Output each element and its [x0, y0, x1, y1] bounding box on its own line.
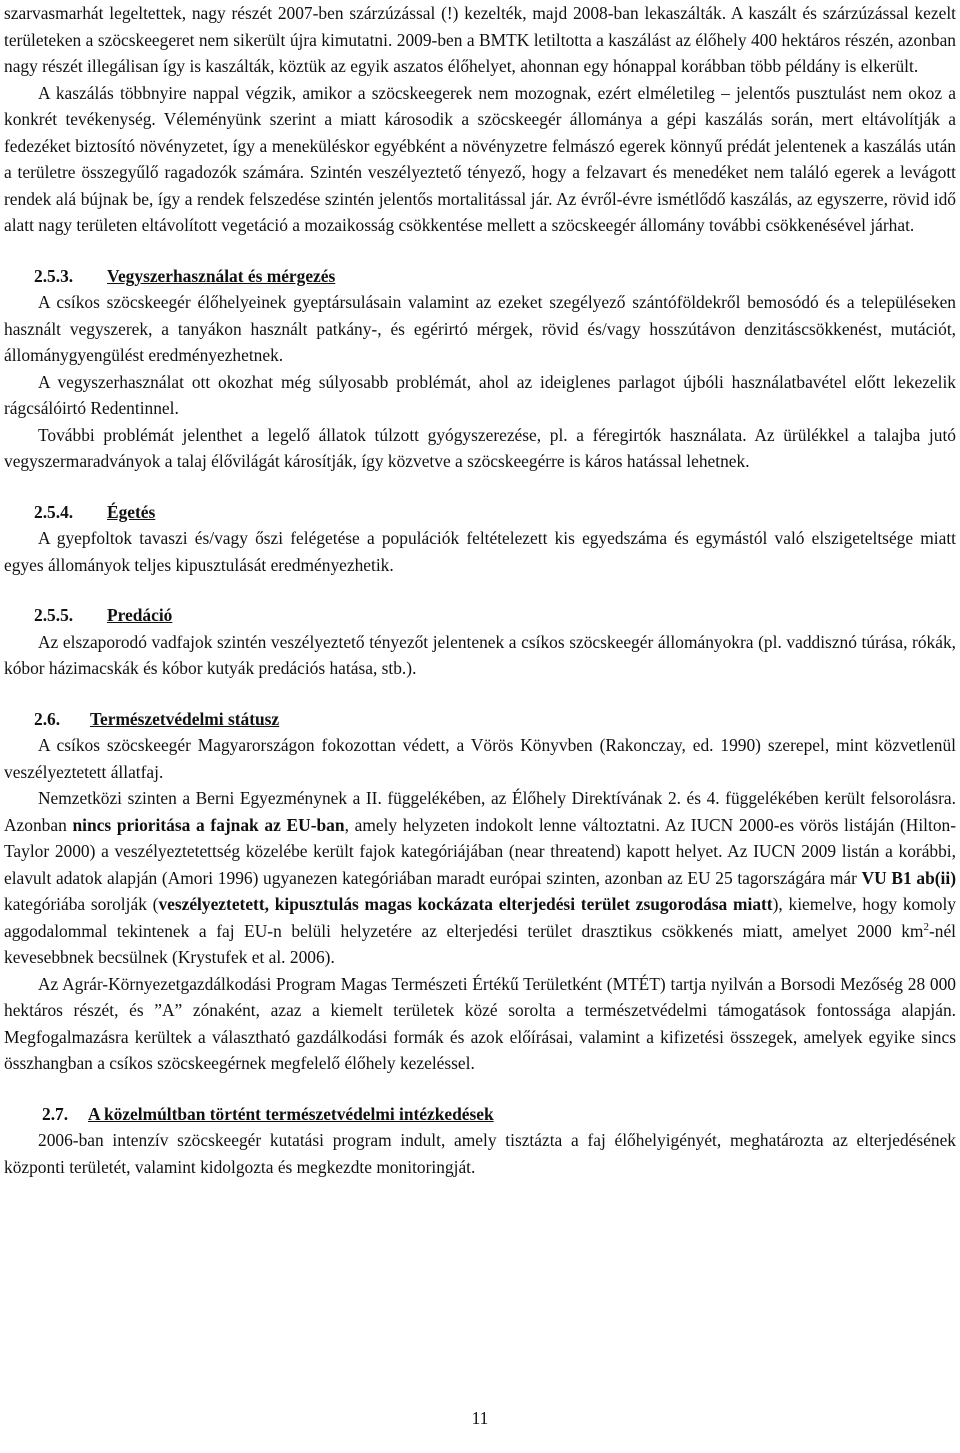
section-title: Természetvédelmi státusz — [90, 708, 280, 729]
paragraph-kaszalas-2: A kaszálás többnyire nappal végzik, amikor a szöcskeegerek nem mozognak, ezért elméletileg – jelentős pusztulást nem okoz a konkrét tevékenység. Véleményünk szerint a miatt károsodik a szöcskeegér állománya a gépi kaszálás során, mert eltávolítják a fedezéket biztosító növényzetet, így a meneküléskor egyébként a növényzetre felmászó egerek könnyű prédát jelentenek a kaszálás után a területre összegyűlő ragadozók számára. Szintén veszélyeztető tényező, hogy a felzavart és menedéket nem találó egerek a levágott rendek alá bújnak be, így a rendek felszedése szintén jelentős mortalitással jár. Az évről-évre ismétlődő kaszálás, az egyszerre, rövid idő alatt nagy területen eltávolított vegetáció a mozaikosság csökkentése mellett a szöcskeegér állomány további csökkenésével járhat. — [4, 82, 956, 235]
paragraph-vegyszer-1: A csíkos szöcskeegér élőhelyeinek gyeptársulásain valamint az ezeket szegélyező szántóföldekről bemosódó és a településeken használt vegyszerek, a tanyákon használt patkány-, és egérirtó mérgek, rövid és/vagy hosszútávon denzitáscsökkenést, mutációt, állománygyengülést eredményezhetnek. — [4, 292, 956, 365]
section-heading-2-5-4 — [4, 499, 956, 526]
page-number: 11 — [471, 1408, 489, 1428]
document-page — [4, 0, 956, 1180]
paragraph-statusz-2: Nemzetközi szinten a Berni Egyezménynek a II. függelékében, az Élőhely Direktívának 2. és 4. függelékében került felsorolásra. Azonban nincs prioritása a fajnak az EU-ban, amely helyzeten indokolt lenne változtatni. Az IUCN 2000-es vörös listáján (Hilton-Taylor 2000) a veszélyeztetettség közelébe került fajok kategóriájában (near threatend) kapott helyet. Az IUCN 2009 listán a korábbi, elavult adatok alapján (Amori 1996) ugyanezen kategóriában maradt európai szinten, azonban az EU 25 tagországára már VU B1 ab(ii) kategóriába sorolják (veszélyeztetett, kipusztulás magas kockázata elterjedési terület zsugorodása miatt), kiemelve, hogy komoly aggodalommal tekintenek a faj EU-n belüli helyzetére az elterjedési terület drasztikus csökkenés miatt, amelyet 2000 $km^2$-nél kevesebbnek becsülnek (Krystufek et al. 2006). — [4, 788, 957, 967]
superscript-2: 2 — [923, 920, 929, 933]
section-heading-2-5-5 — [4, 602, 956, 629]
paragraph-vegyszer-2: A vegyszerhasználat ott okozhat még súlyosabb problémát, ahol az ideiglenes parlagot újbóli használatbavétel előtt lekezelik rágcsálóirtó Redentinnel. — [4, 371, 956, 418]
section-title: Égetés — [107, 501, 156, 522]
paragraph-statusz-1: A csíkos szöcskeegér Magyarországon fokozottan védett, a Vörös Könyvben (Rakonczay, ed. 1990) szerepel, mint közvetlenül veszélyeztetett állatfaj. — [4, 735, 956, 782]
section-heading-2-7 — [4, 1101, 956, 1128]
paragraph-predacio-1: Az elszaporodó vadfajok szintén veszélyeztető tényezőt jelentenek a csíkos szöcskeegér állományokra (pl. vaddisznó túrása, rókák, kóbor házimacskák és kóbor kutyák predációs hatása, stb.). — [4, 631, 956, 678]
section-title: Predáció — [107, 605, 173, 625]
section-number: 2.5.5. — [34, 605, 74, 625]
paragraph-intezkedesek-1: 2006-ban intenzív szöcskeegér kutatási program indult, amely tisztázta a faj élőhelyigényét, meghatározta az elterjedésének központi területét, valamint kidolgozta és megkezdte monitoringját. — [4, 1130, 956, 1177]
section-number: 2.7. — [42, 1103, 69, 1124]
paragraph-kaszalas-1: szarvasmarhát legeltettek, nagy részét 2007-ben szárzúzással (!) kezelték, majd 2008-ban lekaszálták. A kaszált és szárzúzással kezelt területeken a szöcskeegeret nem sikerült újra kimutatni. 2009-ben a BMTK letiltotta a kaszálást az élőhely 400 hektáros részén, azonban nagy részét illegálisan így is kaszálták, köztük az egyik aszatos élőhelyet, ahonnan egy hónappal korábban több példány is elkerült. — [4, 3, 956, 76]
section-number: 2.5.3. — [34, 265, 74, 286]
section-title: A közelmúltban történt természetvédelmi intézkedések — [88, 1103, 494, 1124]
paragraph-vegyszer-3: További problémát jelenthet a legelő állatok túlzott gyógyszerezése, pl. a féregirtók használata. Az ürülékkel a talajba jutó vegyszermaradványok a talaj élővilágát károsítják, így közvetve a szöcskeegérre is káros hatással lehetnek. — [4, 424, 956, 471]
section-heading-2-6 — [4, 706, 956, 733]
section-number: 2.6. — [34, 708, 61, 729]
paragraph-egetes-1: A gyepfoltok tavaszi és/vagy őszi felégetése a populációk feltételezett kis egyedszáma és egymástól való elszigeteltsége miatt egyes állományok teljes kipusztulását eredményezhetik. — [4, 528, 956, 575]
section-number: 2.5.4. — [34, 501, 74, 522]
section-title: Vegyszerhasználat és mérgezés — [107, 265, 336, 286]
paragraph-statusz-3: Az Agrár-Környezetgazdálkodási Program Magas Természeti Értékű Területként (MTÉT) tartja nyilván a Borsodi Mezőség 28 000 hektáros részét, és ”A” zónaként, azaz a kiemelt területek közé sorolta a természetvédelmi támogatások fontossága alapján. Megfogalmazásra kerültek a választható gazdálkodási formák és azok előírásai, valamint a kifizetési összegek, amelyek egyike sincs összhangban a csíkos szöcskeegérnek megfelelő élőhely kezeléssel. — [4, 973, 956, 1073]
emphasis-threatened: veszélyeztetett, kipusztulás magas kockázata elterjedési terület zsugorodása miatt — [158, 894, 773, 914]
section-heading-2-5-3 — [4, 263, 956, 290]
emphasis-no-priority: nincs prioritása a fajnak az EU-ban — [72, 814, 345, 835]
emphasis-iucn-category: VU B1 ab(ii) — [861, 867, 956, 888]
